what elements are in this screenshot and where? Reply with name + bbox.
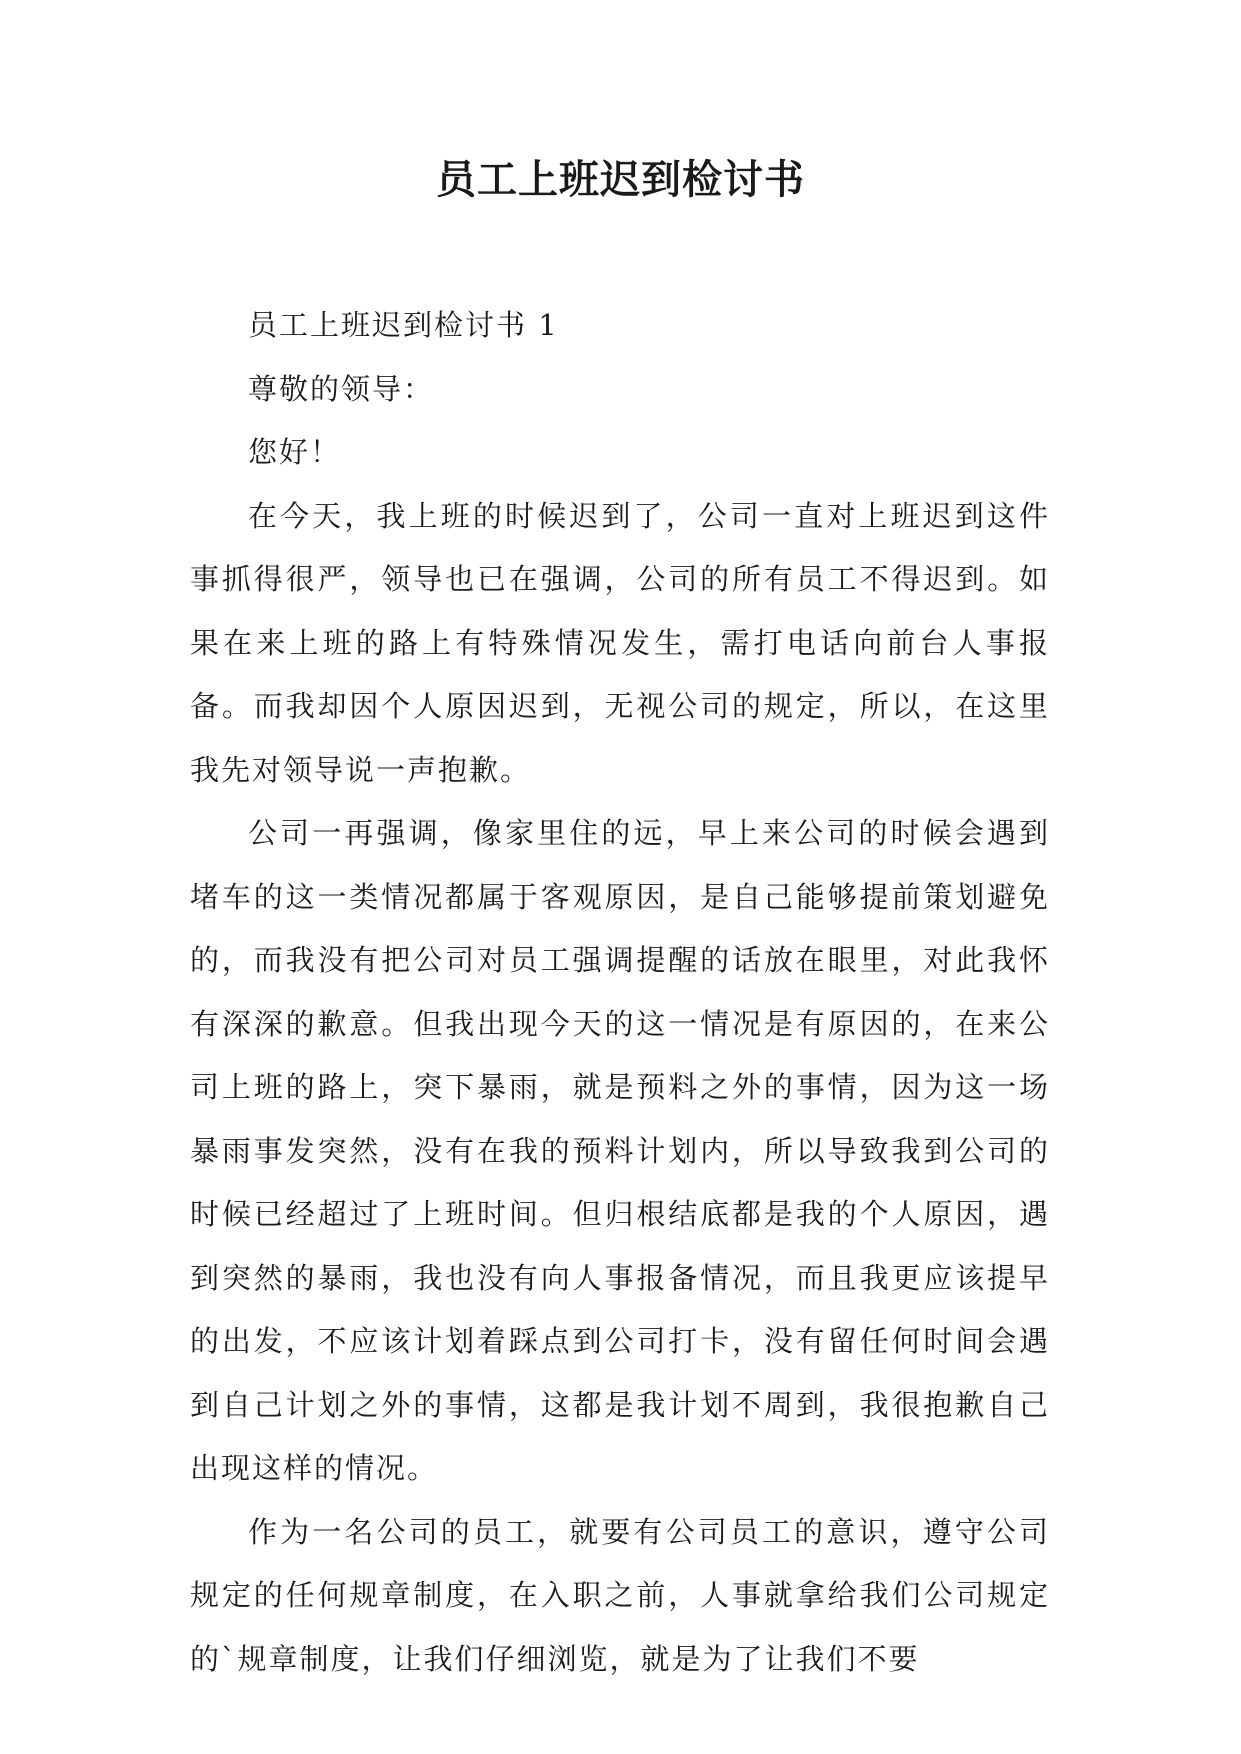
body-paragraph: 在今天，我上班的时候迟到了，公司一直对上班迟到这件事抓得很严，领导也已在强调，公司的所有员工不得迟到。如果在来上班的路上有特殊情况发生，需打电话向前台人事报备。而我却因个人原因迟到，无视公司的规定，所以，在这里我先对领导说一声抱歉。 (190, 498, 1050, 787)
document-body (190, 294, 1050, 1691)
body-paragraph: 公司一再强调，像家里住的远，早上来公司的时候会遇到堵车的这一类情况都属于客观原因，是自己能够提前策划避免的，而我没有把公司对员工强调提醒的话放在眼里，对此我怀有深深的歉意。但我出现今天的这一情况是有原因的，在来公司上班的路上，突下暴雨，就是预料之外的事情，因为这一场暴雨事发突然，没有在我的预料计划内，所以导致我到公司的时候已经超过了上班时间。但归根结底都是我的个人原因，遇到突然的暴雨，我也没有向人事报备情况，而且我更应该提早的出发，不应该计划着踩点到公司打卡，没有留任何时间会遇到自己计划之外的事情，这都是我计划不周到，我很抱歉自己出现这样的情况。 (190, 816, 1050, 1485)
document-title: 员工上班迟到检讨书 (436, 156, 805, 203)
document-subtitle: 员工上班迟到检讨书 1 (248, 308, 559, 342)
greeting: 您好！ (248, 435, 342, 469)
salutation: 尊敬的领导： (248, 371, 435, 406)
body-paragraph: 作为一名公司的员工，就要有公司员工的意识，遵守公司规定的任何规章制度，在入职之前，人事就拿给我们公司规定的`规章制度，让我们仔细浏览，就是为了让我们不要 (190, 1514, 1050, 1676)
